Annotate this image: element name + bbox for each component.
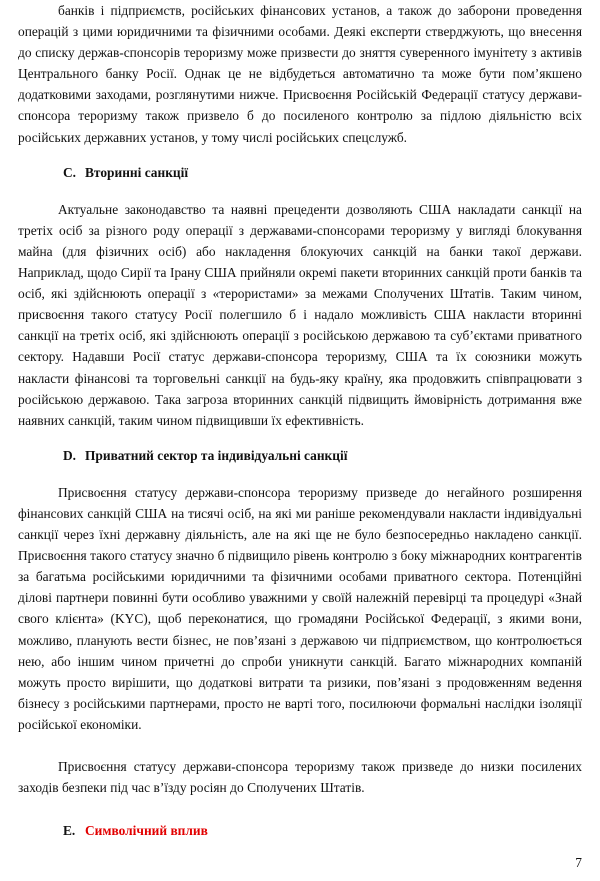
section-heading-c xyxy=(18,162,582,183)
spacer xyxy=(18,798,582,820)
paragraph-private-sector: Присвоєння статусу держави-спонсора тероризму призведе до негайного розширення фінансових санкцій США на тисячі осіб, на які ми раніше рекомендували накласти індивідуальні санкції через їхні державну діяльність, але на які ще не було безпосередньо накладено санкції. Присвоєння такого статусу значно б підвищило рівень контролю з боку міжнародних контрагентів за багатьма російськими юридичними та фізичними особами приватного сектора. Потенційні ділові партнери повинні бути особливо уважними у своїй належній перевірці та процедурі «Знай свого клієнта» (KYC), щоб переконатися, що громадяни Російської Федерації, з якими вони, можливо, планують вести бізнес, не пов’язані з державою чи підприємством, що контролюється нею, або іншим чином причетні до спроби уникнути санкцій. Багато міжнародних компаній можуть просто вирішити, що додаткові витрати та ризики, пов’язані з продовженням ведення бізнесу з російськими партнерами, просто не варті того, посилюючи формальні наслідки ізоляції російської економіки. xyxy=(18,484,582,732)
section-title-e: Символічний вплив xyxy=(85,823,208,839)
section-marker-c: C. xyxy=(63,164,77,180)
section-title-d: Приватний сектор та індивідуальні санкції xyxy=(85,447,348,463)
section-marker-d: D. xyxy=(63,447,77,463)
paragraph-continuation: банків і підприємств, російських фінансових установ, а також до заборони проведення операцій з цими юридичними та фізичними особами. Деякі експерти стверджують, що внесення до списку держав-спонсорів тероризму може призвести до зняття суверенного імунітету з активів Центрального банку Росії. Однак це не відбудеться автоматично та може бути пом’якшено додатковими заходами, розглянутими нижче. Присвоєння Російській Федерації статусу держави-спонсора тероризму також призвело б до посиленого контролю за підлою діяльністю всіх російських державних установ, у тому числі російських спецслужб. xyxy=(18,3,582,145)
paragraph-secondary-sanctions: Актуальне законодавство та наявні прецеденти дозволяють США накладати санкції на третіх осіб за різного роду операції з державами-спонсорами тероризму у вигляді блокування майна (для фізичних осіб) або накладення блокуючих санкцій на банки такої держави. Наприклад, щодо Сирії та Ірану США прийняли окремі пакети вторинних санкцій проти банків та осіб, які здійснюють операції з «терористами» за межами Сполучених Штатів. Таким чином, присвоєння такого статусу Росії полегшило б і надало можливість США накласти вторинні санкції на третіх осіб, які здійснюють операції з російською державою та суб’єктами приватного сектору. Надавши Росії статус держави-спонсора тероризму, США та їх союзники можуть накласти фінансові та торговельні санкції на будь-яку країну, яка продовжить співпрацювати з російською державою. Така загроза вторинних санкцій підвищить ймовірність дотримання вже наявних санкцій, таким чином підвищивши їх ефективність. xyxy=(18,201,582,428)
paragraph-security-measures: Присвоєння статусу держави-спонсора тероризму також призведе до низки посилених заходів безпеки під час в’їзду росіян до Сполучених Штатів. xyxy=(18,759,582,796)
section-marker-e: E. xyxy=(63,823,76,839)
page-number: 7 xyxy=(575,855,582,870)
section-heading-e xyxy=(18,820,582,841)
spacer xyxy=(18,735,582,756)
section-title-c: Вторинні санкції xyxy=(85,164,189,180)
spacer xyxy=(18,431,582,445)
spacer xyxy=(18,148,582,162)
spacer xyxy=(18,183,582,199)
section-heading-d xyxy=(18,445,582,466)
spacer xyxy=(18,466,582,482)
